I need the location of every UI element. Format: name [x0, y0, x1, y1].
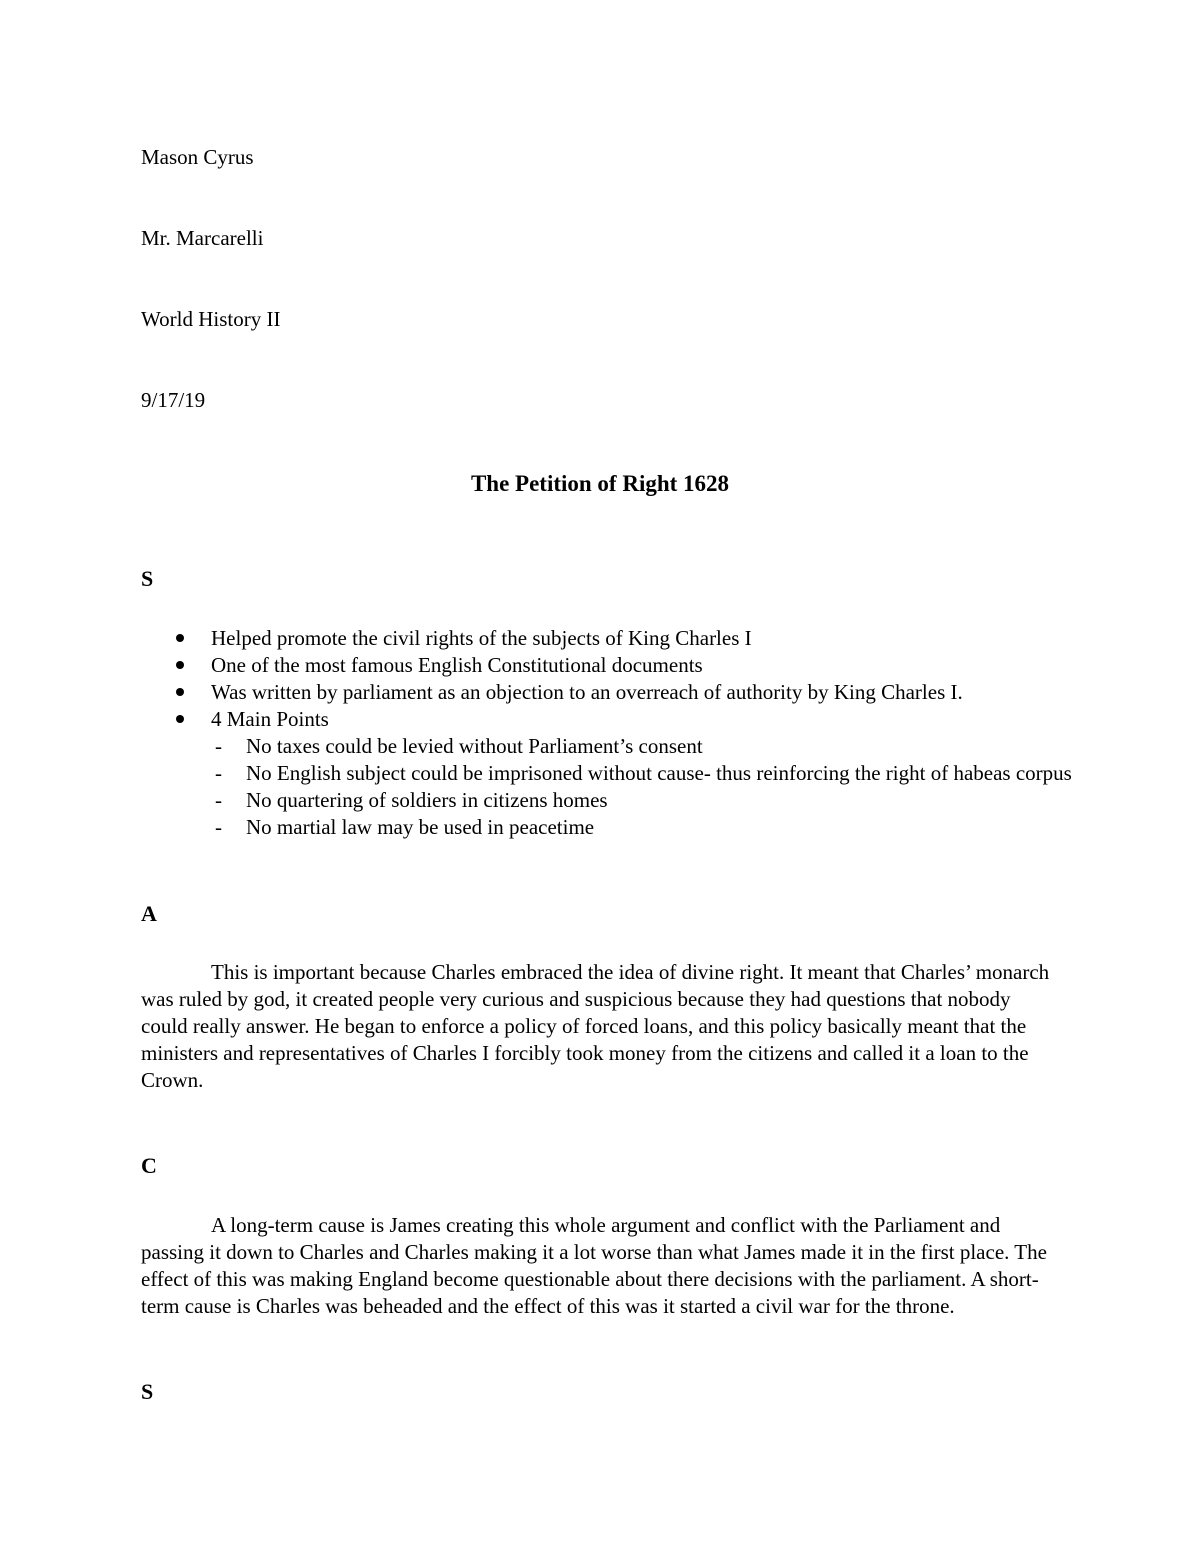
bullet-item [141, 625, 1101, 652]
teacher-name: Mr. Marcarelli [141, 226, 264, 250]
course-name: World History II [141, 307, 281, 331]
section-a-paragraph: This is important because Charles embraced the idea of divine right. It meant that Charles’ monarch was ruled by god, it created people very curious and suspicious because they had questions that nobody could really answer. He began to enforce a policy of forced loans, and this policy basically meant that the ministers and representatives of Charles I forcibly took money from the citizens and called it a loan to the Crown. [141, 960, 1050, 1092]
section-letter-c: C [141, 1153, 157, 1178]
bullet-item [141, 679, 1101, 706]
section-letter-s: S [141, 566, 154, 591]
main-point-item: - No English subject could be imprisoned without cause- thus reinforcing the right of habeas corpus [211, 760, 1101, 787]
main-point-item: - No quartering of soldiers in citizens homes [211, 787, 1101, 814]
document-title: The Petition of Right 1628 [470, 471, 730, 496]
bullet-item [141, 652, 1101, 679]
bullet-text: Was written by parliament as an objection to an overreach of authority by King Charles I. [211, 680, 963, 704]
student-name: Mason Cyrus [141, 145, 254, 169]
bullet-text: 4 Main Points [211, 707, 329, 731]
bullet-text: Helped promote the civil rights of the subjects of King Charles I [211, 626, 752, 650]
main-points-list [211, 733, 1101, 841]
date: 9/17/19 [141, 388, 206, 412]
main-point-item: - No taxes could be levied without Parliament’s consent [211, 733, 1101, 760]
section-letter-a: A [141, 901, 157, 926]
bullet-text: One of the most famous English Constitutional documents [211, 653, 703, 677]
section-c-paragraph: A long-term cause is James creating this whole argument and conflict with the Parliament and passing it down to Charles and Charles making it a lot worse than what James made it in the first place. The effect of this was making England become questionable about there decisions with the parliament. A short-term cause is Charles was beheaded and the effect of this was it started a civil war for the throne. [141, 1213, 1047, 1318]
summary-bullet-list [141, 625, 1101, 841]
section-letter-s2: S [141, 1379, 154, 1404]
main-point-item: - No martial law may be used in peacetime [211, 814, 1101, 841]
bullet-item [141, 706, 1101, 841]
